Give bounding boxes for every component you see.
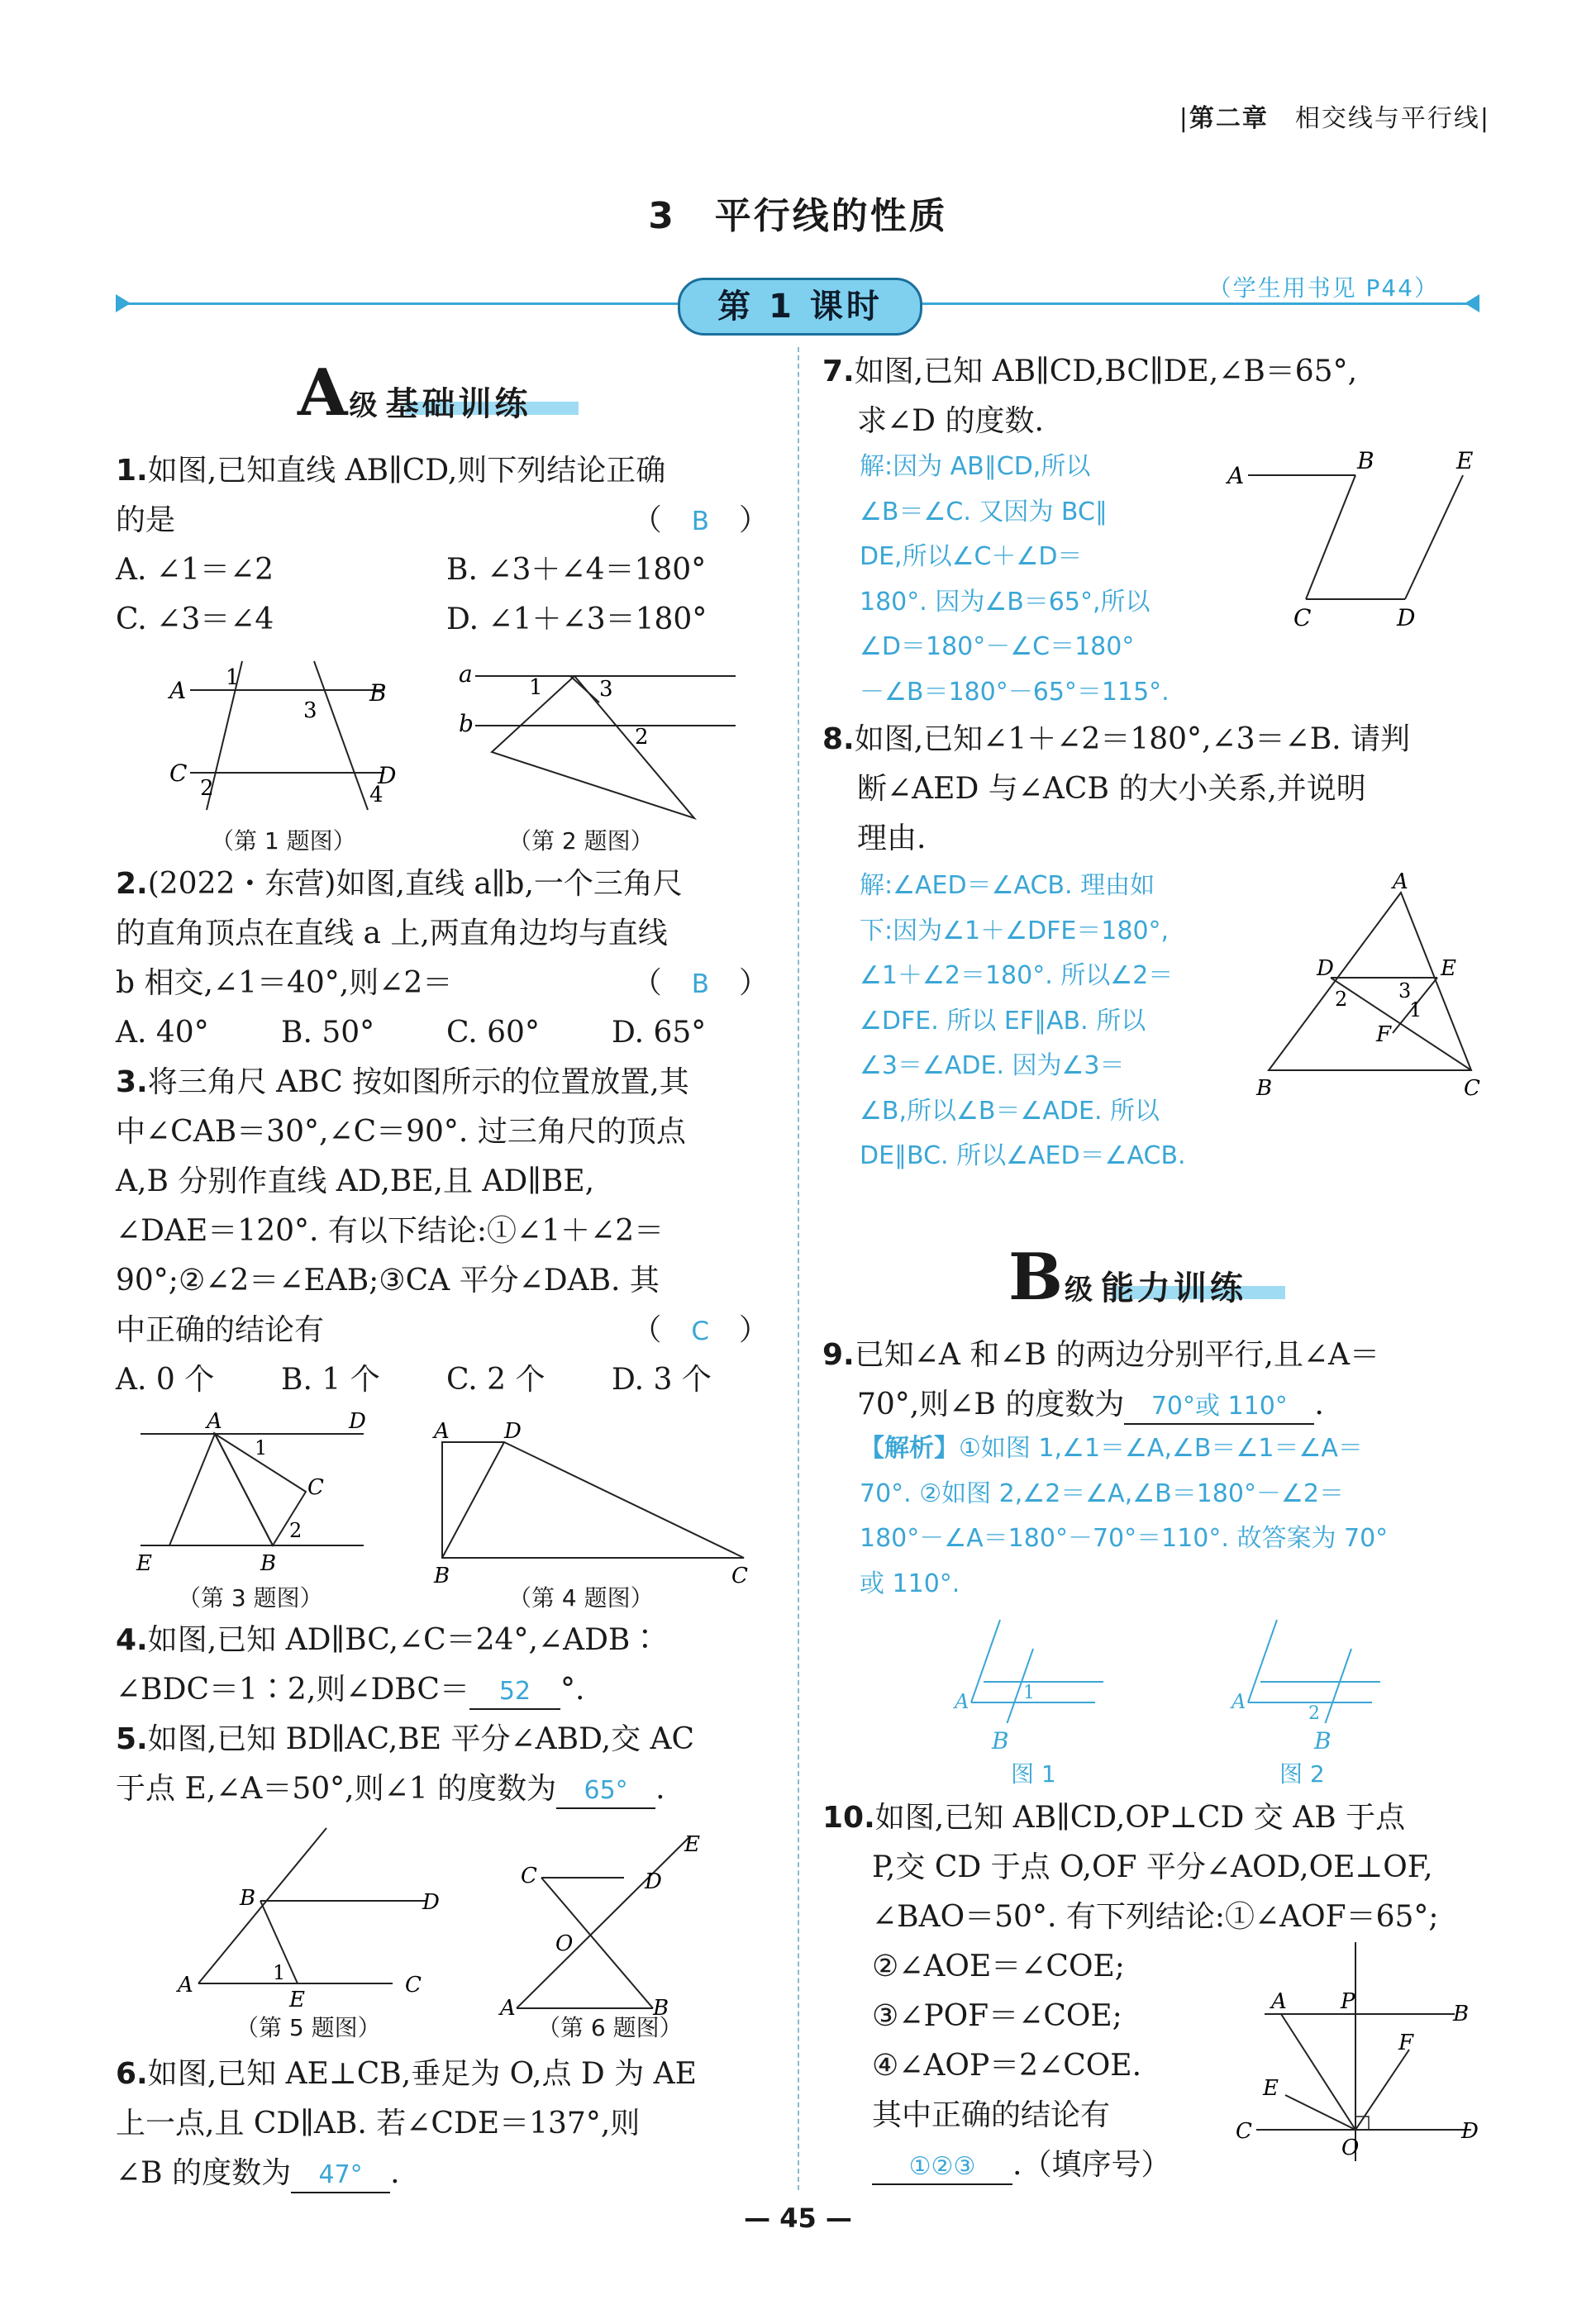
svg-text:B: B [260, 1551, 277, 1576]
option-d: D. 65° [612, 1016, 707, 1050]
svg-text:C: C [1464, 1076, 1480, 1101]
lesson-badge: 第 1 课时 [678, 278, 922, 336]
svg-text:1: 1 [1023, 1683, 1035, 1703]
analysis-line: 180°－∠A＝180°－70°＝110°. 故答案为 70° [860, 1524, 1389, 1553]
question-7 [822, 347, 1475, 446]
svg-text:B: B [1357, 450, 1374, 474]
solution-line: ∠DFE. 所以 EF∥AB. 所以 [860, 1006, 1146, 1036]
solution-line: 解:因为 AB∥CD,所以 [860, 452, 1091, 481]
svg-text:A: A [178, 1973, 193, 1998]
svg-text:3: 3 [599, 677, 613, 702]
question-number: 1. [116, 454, 148, 488]
question-6 [116, 2050, 769, 2198]
sentence-end: . [390, 2156, 400, 2190]
question-text: 90°;②∠2＝∠EAB;③CA 平分∠DAB. 其 [116, 1264, 660, 1298]
figure-q9-1-B: B [992, 1727, 1009, 1755]
question-text: ∠BAO＝50°. 有下列结论:①∠AOF＝65°; [872, 1900, 1439, 1934]
svg-text:3: 3 [1398, 979, 1412, 1002]
question-number: 8. [822, 722, 855, 756]
svg-text:E: E [684, 1832, 700, 1857]
solution-line: DE∥BC. 所以∠AED＝∠ACB. [860, 1141, 1186, 1170]
level-a-heading [298, 355, 531, 431]
figure-caption: （第 5 题图） [236, 2014, 381, 2041]
question-1: 1.如图,已知直线 AB∥CD,则下列结论正确 的是 （ B ） A. ∠1＝∠2 B. ∠3＋∠4＝180° C. ∠3＝∠4 D. ∠1＋∠3＝180° [116, 446, 769, 645]
question-text: 如图,已知 AD∥BC,∠C＝24°,∠ADB∶ [147, 1623, 660, 1657]
answer-blank: 47° [291, 2159, 390, 2193]
option-b: B. ∠3＋∠4＝180° [446, 553, 707, 587]
question-text: 如图,已知∠1＋∠2＝180°,∠3＝∠B. 请判 [854, 722, 1411, 756]
option-d: D. ∠1＋∠3＝180° [446, 602, 707, 636]
svg-text:E: E [289, 1988, 305, 2012]
analysis-line: ①如图 1,∠1＝∠A,∠B＝∠1＝∠A＝ [959, 1434, 1363, 1463]
svg-text:C: C [1293, 604, 1312, 631]
svg-text:A: A [434, 1421, 450, 1444]
section-title: 3 平行线的性质 [648, 195, 948, 237]
figure-q10 [1232, 1938, 1488, 2169]
reference-note: （学生用书见 P44） [1208, 274, 1439, 302]
svg-text:a: a [459, 660, 473, 688]
column-divider [798, 347, 799, 2190]
level-name: 能力训练 [1100, 1269, 1246, 1307]
question-text: ∠BDC＝1∶2,则∠DBC＝ [116, 1673, 469, 1707]
question-number: 6. [116, 2057, 148, 2091]
answer-blank: 52 [469, 1675, 560, 1710]
page-number: — 45 — [744, 2202, 852, 2234]
answer-blank: 65° [556, 1774, 655, 1809]
svg-text:B: B [434, 1564, 450, 1587]
question-text: (2022・东营)如图,直线 a∥b,一个三角尺 [147, 867, 683, 901]
question-text: 70°,则∠B 的度数为 [857, 1388, 1125, 1421]
question-number: 10. [822, 1801, 875, 1835]
solution-7 [860, 445, 1207, 715]
level-letter: A [298, 355, 348, 431]
level-suffix: 级 [1064, 1274, 1093, 1307]
question-8 [822, 715, 1475, 864]
question-number: 2. [116, 867, 148, 901]
answer-blank: 70°或 110° [1124, 1390, 1314, 1425]
level-b-heading [1008, 1240, 1246, 1315]
question-text: 已知∠A 和∠B 的两边分别平行,且∠A＝ [854, 1338, 1380, 1372]
svg-text:C: C [307, 1475, 324, 1500]
svg-text:1: 1 [255, 1436, 268, 1459]
question-5 [116, 1715, 769, 1814]
svg-text:1: 1 [529, 675, 543, 700]
svg-text:C: C [731, 1564, 748, 1587]
solution-line: 180°. 因为∠B＝65°,所以 [860, 587, 1151, 617]
chapter-label: 第二章 [1189, 104, 1269, 133]
rule-arrow-right-icon [1465, 294, 1479, 312]
svg-text:2: 2 [200, 776, 214, 801]
question-text: 将三角尺 ABC 按如图所示的位置放置,其 [147, 1065, 689, 1099]
question-text: 的直角顶点在直线 a 上,两直角边均与直线 [116, 917, 668, 950]
figure-q4 [422, 1421, 752, 1587]
svg-text:A: A [1271, 1989, 1287, 2014]
svg-text:A: A [955, 1690, 970, 1713]
svg-text:E: E [1441, 956, 1456, 981]
solution-line: 下:因为∠1＋∠DFE＝180°, [860, 916, 1170, 945]
question-text: 如图,已知 AB∥CD,BC∥DE,∠B＝65°, [854, 355, 1358, 388]
question-number: 4. [116, 1623, 148, 1657]
svg-text:1: 1 [1409, 998, 1422, 1021]
solution-line: ∠B＝∠C. 又因为 BC∥ [860, 497, 1108, 526]
svg-text:D: D [645, 1869, 662, 1894]
svg-text:1: 1 [226, 665, 240, 690]
solution-line: ∠B,所以∠B＝∠ADE. 所以 [860, 1096, 1160, 1126]
svg-text:A: A [169, 677, 187, 704]
figure-q6 [496, 1826, 727, 2025]
question-text: 于点 E,∠A＝50°,则∠1 的度数为 [116, 1772, 557, 1806]
question-number: 3. [116, 1065, 148, 1099]
question-2: 2.(2022・东营)如图,直线 a∥b,一个三角尺 的直角顶点在直线 a 上,两直角边均与直线 b 相交,∠1＝40°,则∠2＝ （ B ） A. 40° B. 50° C. 60° D. 65° [116, 860, 769, 1058]
answer-choice: C [691, 1317, 709, 1346]
option-d: D. 3 个 [612, 1363, 712, 1397]
question-text: 如图,已知 AE⊥CB,垂足为 O,点 D 为 AE [147, 2057, 697, 2091]
option-a: A. 0 个 [116, 1363, 215, 1397]
answer-choice: B [691, 507, 709, 536]
figure-label: 图 2 [1279, 1760, 1325, 1788]
level-name: 基础训练 [385, 385, 531, 423]
svg-text:F: F [1376, 1022, 1392, 1047]
question-text: b 相交,∠1＝40°,则∠2＝ [116, 966, 453, 1000]
question-text: 中正确的结论有 [116, 1313, 325, 1347]
svg-text:D: D [378, 762, 397, 789]
solution-line: ∠D＝180°－∠C＝180° [860, 632, 1135, 661]
svg-text:D: D [1397, 604, 1416, 631]
sentence-end: . [1314, 1388, 1324, 1421]
svg-text:D: D [1317, 956, 1334, 981]
svg-text:O: O [555, 1931, 574, 1956]
question-3: 3.将三角尺 ABC 按如图所示的位置放置,其 中∠CAB＝30°,∠C＝90°. 过三角尺的顶点 A,B 分别作直线 AD,BE,且 AD∥BE, ∠DAE＝120°. 有以下结论:①∠1＋∠2＝ 90°;②∠2＝∠EAB;③CA 平分∠DAB. 其 中正确的结论有 （ C ） A. 0 个 B. 1 个 C. 2 个 D. 3 个 [116, 1058, 769, 1405]
question-text: P,交 CD 于点 O,OF 平分∠AOD,OE⊥OF, [872, 1850, 1433, 1884]
solution-line: 解:∠AED＝∠ACB. 理由如 [860, 871, 1155, 900]
figure-caption: （第 2 题图） [508, 827, 654, 855]
svg-text:E: E [136, 1551, 152, 1576]
running-header: |第二章 相交线与平行线| [1179, 104, 1490, 133]
question-9 [822, 1331, 1475, 1430]
svg-text:B: B [653, 1996, 669, 2021]
question-4 [116, 1616, 769, 1715]
svg-text:P: P [1341, 1989, 1355, 2014]
figure-q8 [1252, 872, 1492, 1103]
option-c: C. ∠3＝∠4 [116, 602, 274, 636]
question-text: 理由. [857, 821, 927, 855]
question-text: 上一点,且 CD∥AB. 若∠CDE＝137°,则 [116, 2107, 641, 2140]
svg-text:A: A [1232, 1690, 1246, 1713]
analysis-tag: 【解析】 [860, 1434, 959, 1463]
svg-text:3: 3 [303, 698, 317, 723]
level-letter: B [1008, 1240, 1063, 1315]
solution-line: ∠1＋∠2＝180°. 所以∠2＝ [860, 961, 1174, 990]
svg-text:D: D [422, 1890, 440, 1915]
question-text: 断∠AED 与∠ACB 的大小关系,并说明 [857, 772, 1366, 806]
sentence-end: . [655, 1772, 665, 1806]
chapter-title: 相交线与平行线 [1294, 104, 1480, 133]
solution-8 [860, 864, 1273, 1179]
question-text: 如图,已知 AB∥CD,OP⊥CD 交 AB 于点 [874, 1801, 1406, 1835]
analysis-9 [860, 1426, 1479, 1607]
svg-text:A: A [1227, 462, 1245, 489]
svg-text:D: D [1461, 2119, 1479, 2144]
option-b: B. 1 个 [281, 1363, 380, 1397]
answer-blank: ①②③ [872, 2150, 1012, 2185]
svg-text:2: 2 [635, 725, 649, 750]
analysis-line: 70°. ②如图 2,∠2＝∠A,∠B＝180°－∠2＝ [860, 1479, 1344, 1508]
question-text: ②∠AOE＝∠COE; [872, 1950, 1125, 1983]
svg-text:B: B [1453, 2002, 1470, 2026]
svg-text:B: B [1256, 1076, 1273, 1101]
question-text: 求∠D 的度数. [857, 404, 1044, 438]
figure-q9-1 [950, 1616, 1132, 1723]
rule-arrow-left-icon [116, 294, 131, 312]
question-text: 如图,已知直线 AB∥CD,则下列结论正确 [147, 454, 666, 488]
svg-text:A: A [1393, 872, 1408, 894]
svg-text:E: E [1263, 2076, 1279, 2101]
solution-line: DE,所以∠C＋∠D＝ [860, 542, 1083, 571]
figure-q3 [132, 1405, 372, 1587]
question-text: ∠B 的度数为 [116, 2156, 292, 2190]
option-b: B. 50° [281, 1016, 375, 1050]
figure-caption: （第 4 题图） [508, 1584, 654, 1612]
level-suffix: 级 [349, 389, 378, 422]
solution-line: －∠B＝180°－65°＝115°. [860, 677, 1170, 707]
figure-q1 [161, 653, 409, 818]
svg-text:A: A [207, 1409, 222, 1434]
question-number: 5. [116, 1722, 148, 1756]
question-text: ④∠AOP＝2∠COE. [872, 2049, 1142, 2083]
answer-unit: °. [560, 1673, 585, 1707]
svg-text:2: 2 [1335, 988, 1348, 1011]
question-text: 其中正确的结论有 [872, 2098, 1111, 2132]
svg-text:C: C [1236, 2119, 1252, 2144]
option-a: A. ∠1＝∠2 [116, 553, 274, 587]
svg-text:b: b [459, 710, 474, 737]
svg-text:1: 1 [273, 1961, 286, 1984]
svg-text:A: A [500, 1996, 516, 2021]
question-text: 如图,已知 BD∥AC,BE 平分∠ABD,交 AC [147, 1722, 695, 1756]
question-text: ③∠POF＝∠COE; [872, 1999, 1122, 2033]
solution-line: ∠3＝∠ADE. 因为∠3＝ [860, 1051, 1125, 1080]
svg-text:C: C [405, 1973, 422, 1998]
svg-text:C: C [169, 760, 188, 787]
question-text: 中∠CAB＝30°,∠C＝90°. 过三角尺的顶点 [116, 1115, 686, 1149]
svg-text:B: B [240, 1886, 256, 1911]
question-number: 7. [822, 355, 855, 388]
svg-text:2: 2 [289, 1519, 303, 1542]
figure-caption: （第 6 题图） [537, 2014, 683, 2041]
option-a: A. 40° [116, 1016, 209, 1050]
figure-caption: （第 1 题图） [211, 827, 356, 855]
svg-text:4: 4 [369, 783, 384, 807]
option-c: C. 2 个 [446, 1363, 545, 1397]
figure-caption: （第 3 题图） [178, 1584, 323, 1612]
option-c: C. 60° [446, 1016, 540, 1050]
figure-label: 图 1 [1011, 1760, 1056, 1788]
svg-text:B: B [369, 679, 387, 707]
figure-q9-2-B: B [1314, 1727, 1332, 1755]
svg-text:F: F [1398, 2031, 1414, 2055]
analysis-line: 或 110°. [860, 1569, 960, 1598]
figure-q5 [169, 1818, 450, 2033]
svg-text:O: O [1341, 2136, 1360, 2160]
svg-text:D: D [504, 1421, 522, 1444]
svg-text:E: E [1456, 450, 1474, 474]
svg-text:D: D [349, 1409, 366, 1434]
svg-text:2: 2 [1308, 1703, 1320, 1723]
question-text: 的是 [116, 503, 176, 537]
figure-q7 [1223, 450, 1496, 640]
svg-text:C: C [521, 1864, 537, 1888]
question-number: 9. [822, 1338, 855, 1372]
sentence-end: .（填序号） [1012, 2148, 1171, 2182]
figure-q9-2 [1227, 1616, 1409, 1723]
question-text: ∠DAE＝120°. 有以下结论:①∠1＋∠2＝ [116, 1214, 665, 1248]
question-text: A,B 分别作直线 AD,BE,且 AD∥BE, [116, 1164, 595, 1198]
figure-q2 [455, 653, 760, 822]
answer-choice: B [691, 969, 709, 999]
